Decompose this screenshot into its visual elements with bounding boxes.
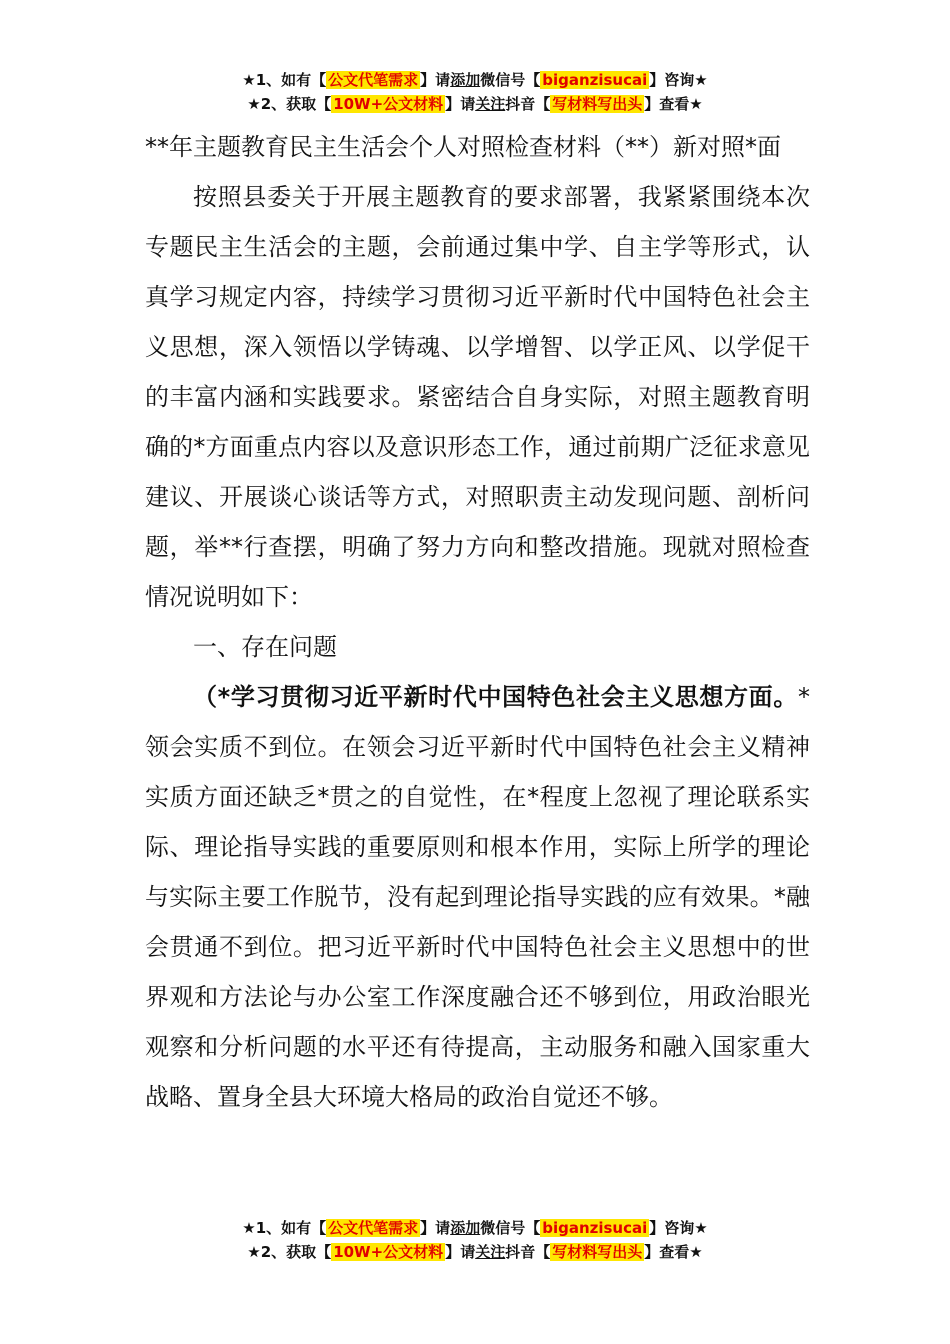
banner-line-2 [0,1240,950,1264]
intro-paragraph: 按照县委关于开展主题教育的要求部署，我紧紧围绕本次专题民主生活会的主题，会前通过集中学、自主学等形式，认真学习规定内容，持续学习贯彻习近平新时代中国特色社会主义思想，深入领悟以学铸魂、以学增智、以学正风、以学促干的丰富内涵和实践要求。紧密结合自身实际，对照主题教育明确的*方面重点内容以及意识形态工作，通过前期广泛征求意见建议、开展谈心谈话等方式，对照职责主动发现问题、剖析问题，举**行查摆，明确了努力方向和整改措施。现就对照检查情况说明如下： [145,183,810,611]
banner-text: 微信号【 [480,1219,541,1237]
banner-text: 】咨询★ [649,71,708,89]
banner-text: 抖音【 [505,95,551,113]
banner-highlight: 10W+公文材料 [333,95,444,113]
banner-text: 抖音【 [505,1243,551,1261]
banner-text: 】请 [445,95,476,113]
banner-text: ★2、获取【 [247,1243,332,1261]
banner-underlined-text: 添加 [450,71,481,89]
banner-line-2 [0,92,950,116]
banner-text: 】请 [420,1219,451,1237]
subsection-paragraph [145,672,810,1122]
banner-text: ★1、如有【 [242,71,327,89]
banner-highlight: 公文代笔需求 [328,71,419,89]
banner-text: 】请 [445,1243,476,1261]
banner-text: 】请 [420,71,451,89]
banner-text: 】查看★ [644,95,703,113]
subsection-heading: （*学习贯彻习近平新时代中国特色社会主义思想方面。 [193,683,798,711]
banner-text: ★2、获取【 [247,95,332,113]
banner-text: 微信号【 [480,71,541,89]
banner-text: 】咨询★ [649,1219,708,1237]
banner-highlight: 公文代笔需求 [328,1219,419,1237]
banner-text: 】查看★ [644,1243,703,1261]
banner-underlined-text: 关注 [475,1243,506,1261]
subsection-body: *领会实质不到位。在领会习近平新时代中国特色社会主义精神实质方面还缺乏*贯之的自觉性，在*程度上忽视了理论联系实际、理论指导实践的重要原则和根本作用，实际上所学的理论与实际主要工作脱节，没有起到理论指导实践的应有效果。*融会贯通不到位。把习近平新时代中国特色社会主义思想中的世界观和方法论与办公室工作深度融合还不够到位，用政治眼光观察和分析问题的水平还有待提高，主动服务和融入国家重大战略、置身全县大环境大格局的政治自觉还不够。 [145,683,810,1111]
document-body [145,122,810,1122]
document-title: **年主题教育民主生活会个人对照检查材料（**）新对照*面 [145,133,781,161]
banner-line-1 [0,1216,950,1240]
top-banner [0,68,950,116]
bottom-banner [0,1216,950,1264]
banner-highlight: 10W+公文材料 [333,1243,444,1261]
banner-highlight: biganzisucai [542,71,648,89]
section-heading: 一、存在问题 [193,633,337,661]
banner-text: ★1、如有【 [242,1219,327,1237]
banner-underlined-text: 添加 [450,1219,481,1237]
banner-underlined-text: 关注 [475,95,506,113]
banner-highlight: 写材料写出头 [552,1243,643,1261]
banner-highlight: 写材料写出头 [552,95,643,113]
banner-highlight: biganzisucai [542,1219,648,1237]
banner-line-1 [0,68,950,92]
